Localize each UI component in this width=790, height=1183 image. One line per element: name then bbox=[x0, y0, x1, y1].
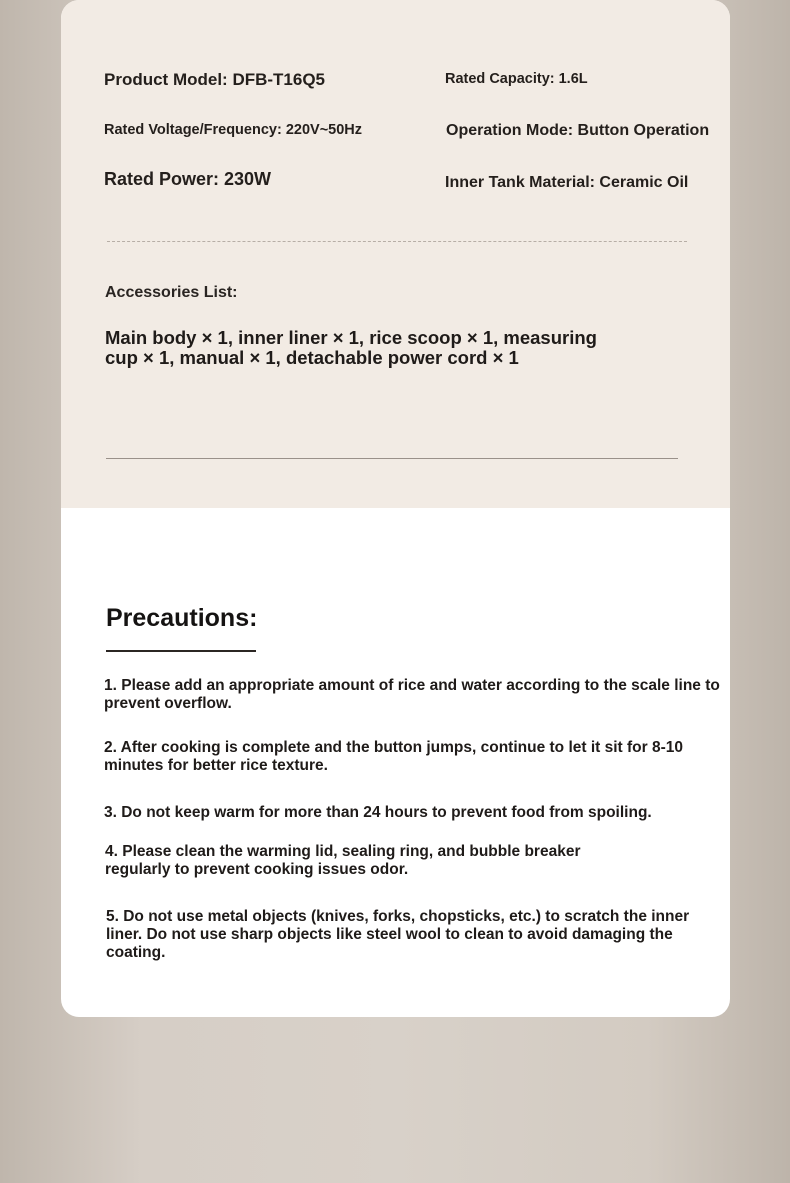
operation-mode: Operation Mode: Button Operation bbox=[446, 122, 710, 139]
dashed-divider bbox=[107, 241, 687, 242]
info-card bbox=[61, 0, 730, 1017]
product-model: Product Model: DFB-T16Q5 bbox=[104, 70, 326, 89]
precautions-underline bbox=[106, 650, 256, 652]
accessories-list: Main body × 1, inner liner × 1, rice scoop × 1, measuring cup × 1, manual × 1, detachable power cord × 1 bbox=[105, 327, 597, 368]
precaution-item: 2. After cooking is complete and the button jumps, continue to let it sit for 8-10 minutes for better rice texture. bbox=[104, 739, 684, 774]
precaution-item: 1. Please add an appropriate amount of rice and water according to the scale line to prevent overflow. bbox=[104, 677, 720, 712]
rated-voltage: Rated Voltage/Frequency: 220V~50Hz bbox=[104, 122, 363, 138]
rated-power: Rated Power: 230W bbox=[104, 169, 272, 189]
rated-capacity: Rated Capacity: 1.6L bbox=[445, 71, 588, 87]
precautions-title: Precautions: bbox=[106, 604, 258, 632]
solid-divider bbox=[106, 458, 678, 459]
precaution-item: 4. Please clean the warming lid, sealing ring, and bubble breaker regularly to prevent cooking issues odor. bbox=[105, 843, 581, 878]
inner-tank-material: Inner Tank Material: Ceramic Oil bbox=[445, 174, 689, 191]
spec-panel bbox=[61, 0, 730, 508]
precaution-item: 5. Do not use metal objects (knives, forks, chopsticks, etc.) to scratch the inner liner. Do not use sharp objects like steel wool to clean to avoid damaging the coating. bbox=[106, 908, 690, 961]
precaution-item: 3. Do not keep warm for more than 24 hours to prevent food from spoiling. bbox=[104, 804, 652, 821]
accessories-title: Accessories List: bbox=[105, 284, 238, 301]
